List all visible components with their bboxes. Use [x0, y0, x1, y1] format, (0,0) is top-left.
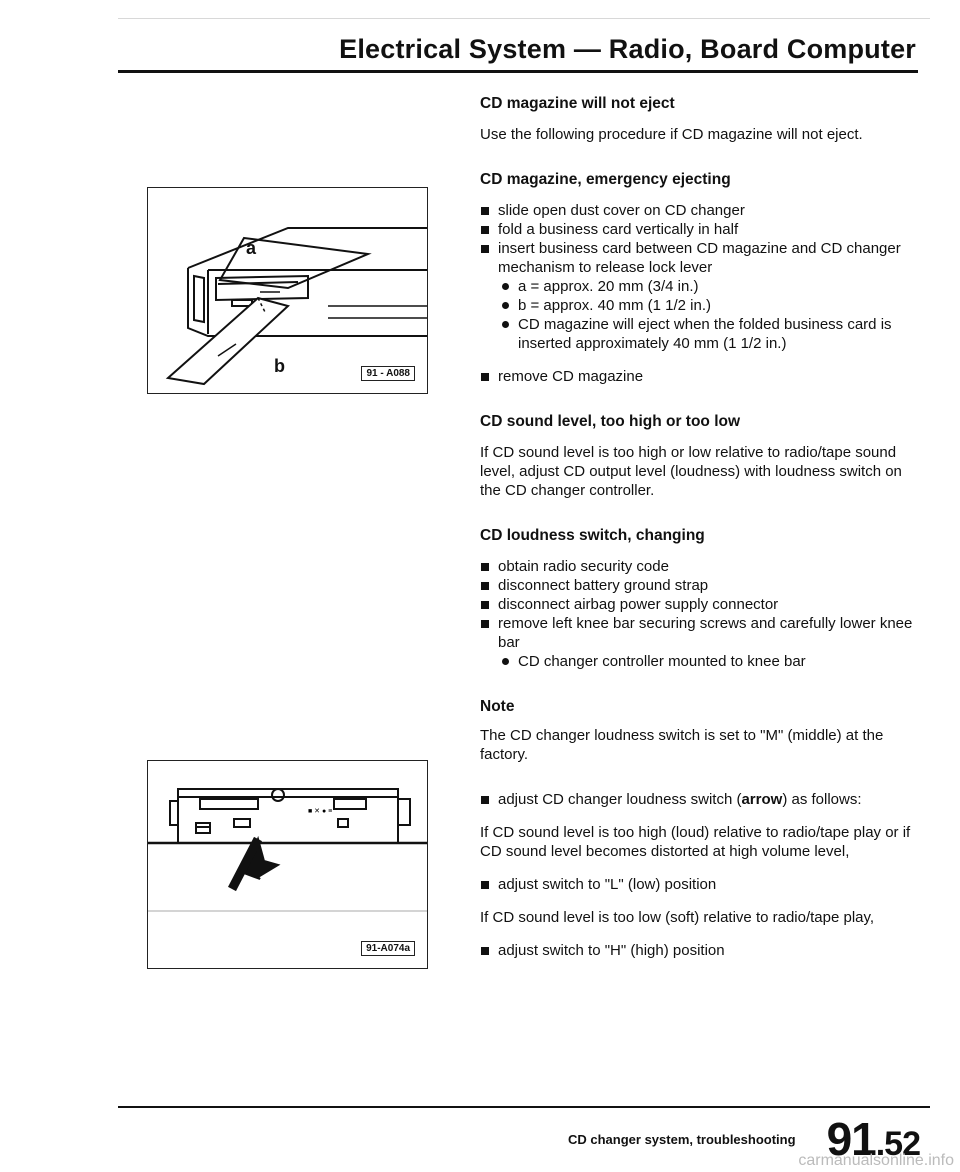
note-text: The CD changer loudness switch is set to "M" (middle) at the factory. [480, 727, 884, 763]
list-item: disconnect battery ground strap [480, 576, 920, 595]
sub-list-item: CD magazine will eject when the folded business card is inserted approximately 40 mm (1 1/2 in.) [480, 315, 920, 353]
arrow-label: arrow [741, 791, 783, 808]
callout-b: b [274, 356, 285, 376]
list-item: fold a business card vertically in half [480, 220, 920, 239]
loudness-switch-illustration [148, 761, 427, 968]
paragraph: If CD sound level is too high (loud) relative to radio/tape play or if CD sound level becomes distorted at high volume level, [480, 824, 911, 860]
heading-magazine-not-eject: CD magazine will not eject [480, 95, 675, 112]
cd-changer-eject-illustration [148, 188, 427, 393]
page-number-decimal: .52 [875, 1125, 920, 1163]
procedure-list [480, 941, 920, 960]
list-item: adjust switch to "H" (high) position [480, 941, 920, 960]
procedure-list [480, 201, 920, 386]
paragraph: If CD sound level is too high or low relative to radio/tape sound level, adjust CD output level (loudness) with loudness switch on the CD changer controller. [480, 444, 902, 499]
callout-a: a [246, 238, 257, 258]
figure-cd-changer-eject [147, 187, 428, 394]
procedure-list [480, 557, 920, 671]
heading-emergency-ejecting: CD magazine, emergency ejecting [480, 171, 731, 188]
footer-section-title: CD changer system, troubleshooting [568, 1132, 796, 1147]
list-item: insert business card between CD magazine and CD changer mechanism to release lock lever [480, 239, 920, 277]
page-header-title: Electrical System — Radio, Board Computer [339, 34, 916, 64]
list-item: obtain radio security code [480, 557, 920, 576]
svg-text:■ ✕ ● ≡: ■ ✕ ● ≡ [308, 808, 333, 815]
page-number-main: 91 [826, 1113, 876, 1165]
sub-list-item: b = approx. 40 mm (1 1/2 in.) [480, 296, 920, 315]
text-fragment: ) as follows: [782, 791, 862, 808]
heading-sound-level: CD sound level, too high or too low [480, 413, 741, 430]
figure-label: 91-A074a [361, 941, 415, 956]
sub-list-item: a = approx. 20 mm (3/4 in.) [480, 277, 920, 296]
list-item [480, 790, 920, 809]
content-column [480, 94, 920, 974]
header-rule [118, 70, 918, 73]
procedure-list [480, 875, 920, 894]
procedure-list [480, 790, 920, 809]
paragraph: If CD sound level is too low (soft) relative to radio/tape play, [480, 909, 875, 926]
list-item: remove left knee bar securing screws and carefully lower knee bar [480, 614, 920, 652]
list-item: slide open dust cover on CD changer [480, 201, 920, 220]
heading-loudness-switch: CD loudness switch, changing [480, 527, 705, 544]
note-heading: Note [480, 698, 515, 715]
text-fragment: adjust CD changer loudness switch ( [498, 791, 742, 808]
list-item: remove CD magazine [480, 367, 920, 386]
paragraph: Use the following procedure if CD magazine will not eject. [480, 126, 863, 143]
figure-loudness-switch [147, 760, 428, 969]
figure-label: 91 - A088 [361, 366, 415, 381]
list-item: adjust switch to "L" (low) position [480, 875, 920, 894]
top-rule [118, 18, 930, 19]
watermark: carmanualsonline.info [798, 1152, 954, 1169]
sub-list-item: CD changer controller mounted to knee bar [480, 652, 920, 671]
list-item: disconnect airbag power supply connector [480, 595, 920, 614]
footer-rule [118, 1106, 930, 1108]
